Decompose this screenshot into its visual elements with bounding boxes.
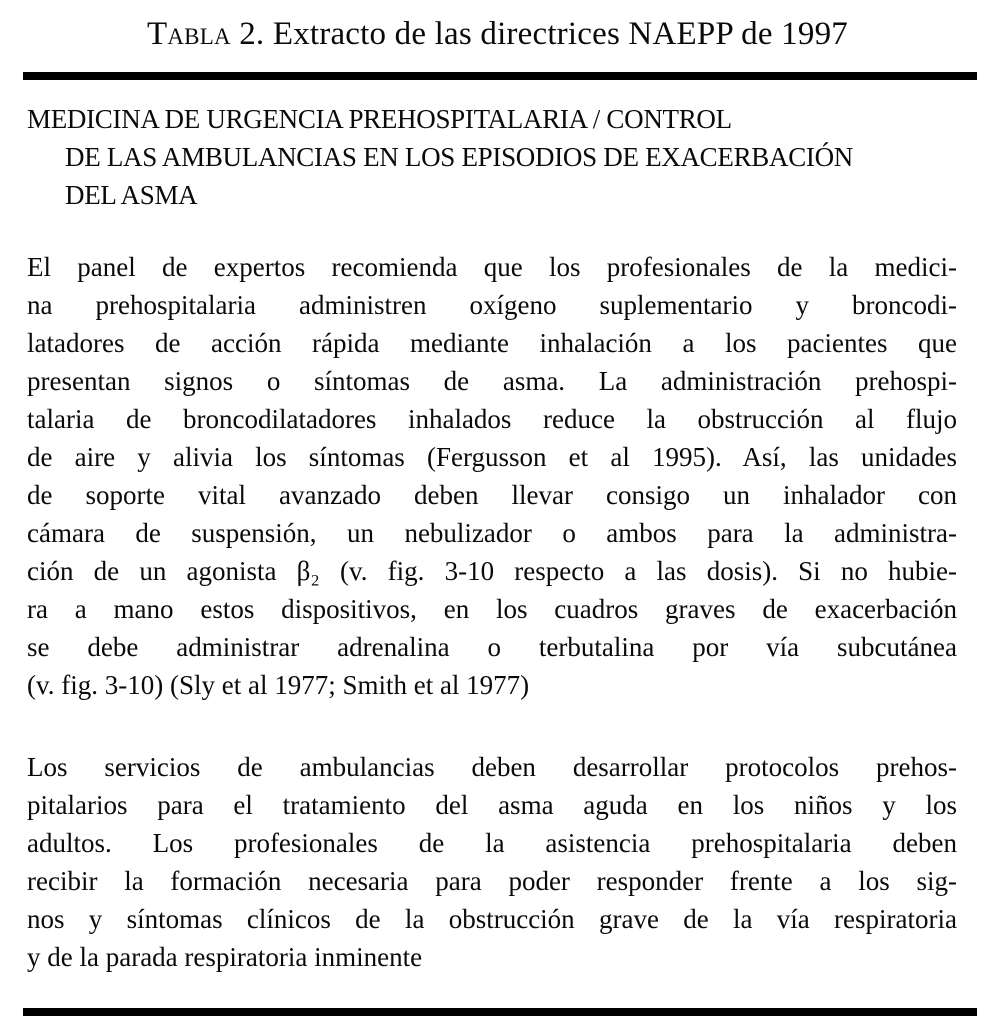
paragraph-line: ción de un agonista β₂ (v. fig. 3-10 respecto a las dosis). Si no hubie-: [27, 556, 957, 586]
heading-line: MEDICINA DE URGENCIA PREHOSPITALARIA / CONTROL: [27, 104, 732, 134]
paragraph-line: talaria de broncodilatadores inhalados reduce la obstrucción al flujo: [27, 404, 957, 434]
paragraph-line: Los servicios de ambulancias deben desarrollar protocolos prehos-: [27, 752, 957, 782]
paragraph-line: ra a mano estos dispositivos, en los cuadros graves de exacerbación: [27, 594, 957, 624]
paragraph-line: na prehospitalaria administren oxígeno suplementario y broncodi-: [27, 290, 957, 320]
paragraph-line: se debe administrar adrenalina o terbutalina por vía subcutánea: [27, 632, 957, 662]
paragraph-line: de aire y alivia los síntomas (Fergusson et al 1995). Así, las unidades: [27, 442, 957, 472]
paragraph-line: (v. fig. 3-10) (Sly et al 1977; Smith et al 1977): [27, 670, 530, 700]
paragraph-line: latadores de acción rápida mediante inhalación a los pacientes que: [27, 328, 957, 358]
paragraph: [27, 248, 957, 704]
heading-line: DEL ASMA: [65, 180, 198, 210]
top-rule: [23, 72, 977, 80]
bottom-rule: [23, 1008, 977, 1016]
paragraph-line: pitalarios para el tratamiento del asma aguda en los niños y los: [27, 790, 957, 820]
paragraph-line: adultos. Los profesionales de la asistencia prehospitalaria deben: [27, 828, 957, 858]
paragraph-line: nos y síntomas clínicos de la obstrucción grave de la vía respiratoria: [27, 904, 957, 934]
table-label: Tabla: [147, 16, 231, 52]
table-caption: [10, 12, 985, 56]
paragraph-line: de soporte vital avanzado deben llevar consigo un inhalador con: [27, 480, 957, 510]
section-heading: [27, 100, 957, 214]
paragraph-line: El panel de expertos recomienda que los profesionales de la medici-: [27, 252, 957, 282]
paragraph-line: presentan signos o síntomas de asma. La administración prehospi-: [27, 366, 957, 396]
paragraph-line: recibir la formación necesaria para poder responder frente a los sig-: [27, 866, 957, 896]
paragraph: [27, 748, 957, 976]
paragraph-line: cámara de suspensión, un nebulizador o ambos para la administra-: [27, 518, 957, 548]
paragraph-line: y de la parada respiratoria inminente: [27, 942, 423, 972]
table-caption-text: 2. Extracto de las directrices NAEPP de 1997: [239, 16, 848, 52]
heading-line: DE LAS AMBULANCIAS EN LOS EPISODIOS DE EXACERBACIÓN: [65, 142, 853, 172]
